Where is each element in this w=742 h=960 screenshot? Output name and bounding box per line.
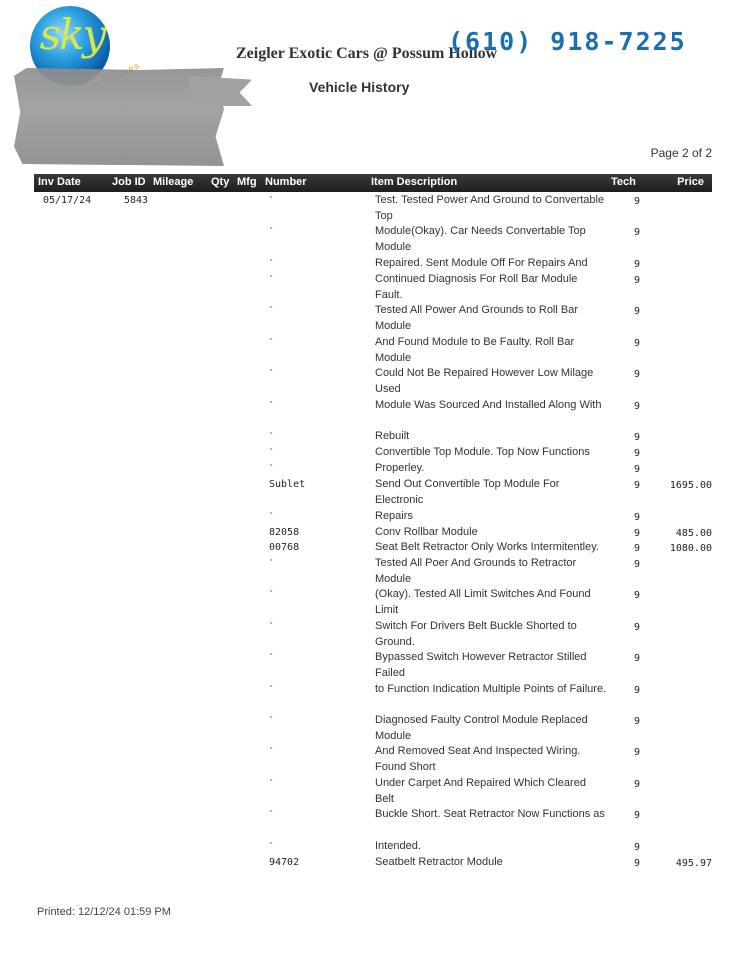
item-description-cell: Seat Belt Retractor Only Works Intermitentley. — [375, 541, 599, 553]
table-row — [0, 682, 742, 714]
table-row — [0, 556, 742, 588]
page-number: Page 2 of 2 — [650, 146, 712, 160]
tech-cell: 9 — [634, 622, 641, 633]
number-cell: 82058 — [269, 527, 300, 538]
table-row — [0, 224, 742, 256]
item-description-cell: Conv Rollbar Module — [375, 526, 478, 538]
number-cell: " — [269, 684, 274, 692]
col-item-description: Item Description — [371, 176, 458, 188]
number-cell: " — [269, 431, 274, 439]
phone-number: (610) 918-7225 — [448, 27, 687, 56]
number-cell: " — [269, 463, 274, 471]
redaction-tape-edge — [190, 76, 252, 106]
table-row — [0, 587, 742, 619]
item-description-cell: Rebuilt — [375, 430, 410, 442]
tech-cell: 9 — [634, 338, 641, 349]
table-row — [0, 807, 742, 839]
item-description-cell: Module Was Sourced And Installed Along With — [375, 399, 602, 411]
number-cell: " — [269, 778, 274, 786]
inv-date-cell: 05/17/24 — [43, 195, 92, 206]
company-name: Zeigler Exotic Cars @ Possum Hollow — [236, 45, 498, 62]
tech-cell: 9 — [634, 685, 641, 696]
tech-cell: 9 — [634, 464, 641, 475]
col-tech: Tech — [611, 176, 636, 188]
number-cell: " — [269, 809, 274, 817]
tech-cell: 9 — [634, 842, 641, 853]
number-cell: " — [269, 195, 274, 203]
number-cell: " — [269, 621, 274, 629]
item-description-cell: Under Carpet And Repaired Which Cleared Belt — [375, 777, 586, 805]
logo-word: sky — [39, 10, 105, 59]
col-inv-date: Inv Date — [38, 176, 81, 188]
tech-cell: 9 — [634, 858, 641, 869]
col-mileage: Mileage — [153, 176, 194, 188]
table-row — [0, 776, 742, 808]
document-title: Vehicle History — [309, 79, 410, 95]
tech-cell: 9 — [634, 480, 641, 491]
number-cell: " — [269, 368, 274, 376]
number-cell: " — [269, 226, 274, 234]
tech-cell: 9 — [634, 543, 641, 554]
number-cell: " — [269, 558, 274, 566]
number-cell: " — [269, 400, 274, 408]
col-price: Price — [677, 176, 704, 188]
printed-timestamp: Printed: 12/12/24 01:59 PM — [37, 906, 171, 918]
tech-cell: 9 — [634, 369, 641, 380]
number-cell: " — [269, 589, 274, 597]
item-description-cell: Convertible Top Module. Top Now Functions — [375, 446, 590, 458]
item-description-cell: And Removed Seat And Inspected Wiring. Found Short — [375, 745, 581, 773]
price-cell: 1695.00 — [669, 480, 712, 491]
tech-cell: 9 — [634, 590, 641, 601]
number-cell: " — [269, 841, 274, 849]
number-cell: Sublet — [269, 479, 306, 490]
number-cell: " — [269, 258, 274, 266]
item-description-cell: Module(Okay). Car Needs Convertable Top Module — [375, 225, 586, 253]
item-description-cell: to Function Indication Multiple Points of Failure. — [375, 683, 607, 695]
item-description-cell: Buckle Short. Seat Retractor Now Functions as — [375, 808, 605, 820]
number-cell: " — [269, 337, 274, 345]
tech-cell: 9 — [634, 810, 641, 821]
item-description-cell: Send Out Convertible Top Module For Electronic — [375, 478, 560, 506]
item-description-cell: Continued Diagnosis For Roll Bar Module Fault. — [375, 273, 578, 301]
tech-cell: 9 — [634, 432, 641, 443]
table-row — [0, 855, 742, 887]
item-description-cell: Could Not Be Repaired However Low Milage Used — [375, 367, 594, 395]
col-mfg: Mfg — [237, 176, 257, 188]
item-description-cell: Properley. — [375, 462, 425, 474]
table-header — [34, 174, 712, 192]
tech-cell: 9 — [634, 653, 641, 664]
col-job-id: Job ID — [112, 176, 146, 188]
tech-cell: 9 — [634, 196, 641, 207]
table-row — [0, 398, 742, 430]
table-row — [0, 272, 742, 304]
tech-cell: 9 — [634, 559, 641, 570]
tech-cell: 9 — [634, 259, 641, 270]
number-cell: " — [269, 715, 274, 723]
col-number: Number — [265, 176, 307, 188]
item-description-cell: Repaired. Sent Module Off For Repairs And — [375, 257, 588, 269]
price-cell: 485.00 — [675, 528, 712, 539]
item-description-cell: Diagnosed Faulty Control Module Replaced Module — [375, 714, 588, 742]
tech-cell: 9 — [634, 747, 641, 758]
number-cell: 94702 — [269, 857, 300, 868]
price-cell: 495.97 — [675, 858, 712, 869]
tech-cell: 9 — [634, 512, 641, 523]
number-cell: " — [269, 447, 274, 455]
table-row — [0, 366, 742, 398]
tech-cell: 9 — [634, 448, 641, 459]
item-description-cell: Test. Tested Power And Ground to Convertable Top — [375, 194, 605, 222]
table-row — [0, 193, 742, 225]
item-description-cell: Tested All Poer And Grounds to Retractor Module — [375, 557, 577, 585]
item-description-cell: Switch For Drivers Belt Buckle Shorted to Ground. — [375, 620, 577, 648]
number-cell: " — [269, 746, 274, 754]
tech-cell: 9 — [634, 227, 641, 238]
tech-cell: 9 — [634, 779, 641, 790]
tech-cell: 9 — [634, 528, 641, 539]
item-description-cell: And Found Module to Be Faulty. Roll Bar Module — [375, 336, 575, 364]
number-cell: " — [269, 652, 274, 660]
number-cell: 00768 — [269, 542, 300, 553]
table-row — [0, 744, 742, 776]
table-row — [0, 303, 742, 335]
item-description-cell: Repairs — [375, 510, 413, 522]
price-cell: 1080.00 — [669, 543, 712, 554]
item-description-cell: Seatbelt Retractor Module — [375, 856, 503, 868]
item-description-cell: (Okay). Tested All Limit Switches And Found Limit — [375, 588, 591, 616]
col-qty: Qty — [211, 176, 230, 188]
number-cell: " — [269, 274, 274, 282]
item-description-cell: Intended. — [375, 840, 421, 852]
table-row — [0, 650, 742, 682]
item-description-cell: Tested All Power And Grounds to Roll Bar Module — [375, 304, 578, 332]
table-row — [0, 335, 742, 367]
tech-cell: 9 — [634, 306, 641, 317]
tech-cell: 9 — [634, 275, 641, 286]
number-cell: " — [269, 511, 274, 519]
number-cell: " — [269, 305, 274, 313]
table-row — [0, 619, 742, 651]
table-row — [0, 477, 742, 509]
table-row — [0, 713, 742, 745]
job-id-cell: 5843 — [124, 195, 149, 206]
tech-cell: 9 — [634, 716, 641, 727]
tech-cell: 9 — [634, 401, 641, 412]
item-description-cell: Bypassed Switch However Retractor Stilled Failed — [375, 651, 587, 679]
